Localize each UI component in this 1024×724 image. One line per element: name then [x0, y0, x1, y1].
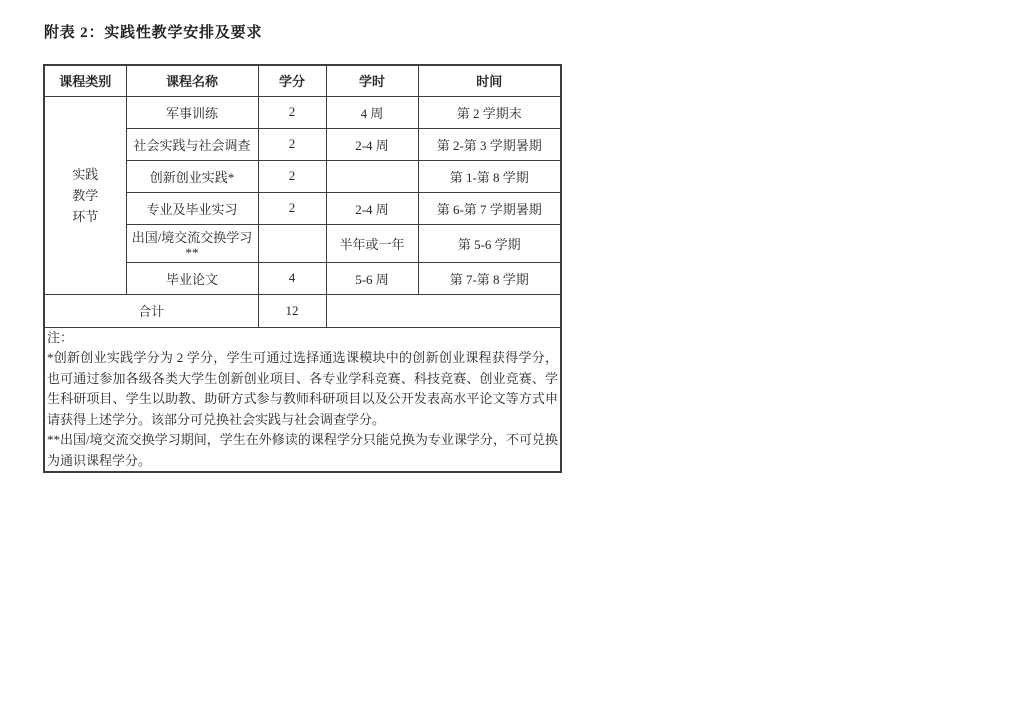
credits-cell: 2	[258, 128, 326, 160]
note-study-abroad: **出国/境交流交换学习期间，学生在外修读的课程学分只能兑换为专业课学分，不可兑换为通识课程学分。	[47, 432, 558, 468]
total-empty-cell	[326, 294, 561, 327]
category-line: 实践	[72, 166, 99, 182]
practical-teaching-table	[43, 64, 562, 473]
total-label-cell: 合计	[44, 294, 258, 327]
header-time: 时间	[418, 65, 561, 96]
time-cell: 第 6-第 7 学期暑期	[418, 192, 561, 224]
course-name-cell: 创新创业实践*	[126, 160, 258, 192]
credits-cell: 2	[258, 192, 326, 224]
credits-cell: 4	[258, 262, 326, 294]
hours-cell: 5-6 周	[326, 262, 418, 294]
credits-cell: 2	[258, 96, 326, 128]
page-title: 附表 2：实践性教学安排及要求	[44, 25, 263, 41]
hours-cell: 2-4 周	[326, 128, 418, 160]
total-credits-cell: 12	[258, 294, 326, 327]
course-name-cell: 社会实践与社会调查	[126, 128, 258, 160]
category-cell	[44, 96, 126, 294]
header-hours: 学时	[326, 65, 418, 96]
course-name-cell: 毕业论文	[126, 262, 258, 294]
course-name-cell: 专业及毕业实习	[126, 192, 258, 224]
header-course-category: 课程类别	[44, 65, 126, 96]
notes-label: 注：	[47, 329, 74, 345]
notes-row	[44, 327, 561, 472]
header-credits: 学分	[258, 65, 326, 96]
table-row	[44, 96, 561, 128]
time-cell: 第 5-6 学期	[418, 224, 561, 262]
hours-cell: 4 周	[326, 96, 418, 128]
total-row	[44, 294, 561, 327]
course-name-cell: 军事训练	[126, 96, 258, 128]
hours-cell	[326, 160, 418, 192]
credits-cell: 2	[258, 160, 326, 192]
time-cell: 第 1-第 8 学期	[418, 160, 561, 192]
note-innovation-practice: *创新创业实践学分为 2 学分，学生可通过选择通选课模块中的创新创业课程获得学分，也可通过参加各级各类大学生创新创业项目、各专业学科竞赛、科技竞赛、创业竞赛、学生科研项目、学生以助教、助研方式参与教师科研项目以及公开发表高水平论文等方式申请获得上述学分。该部分可兑换社会实践与社会调查学分。	[47, 350, 558, 427]
hours-cell: 半年或一年	[326, 224, 418, 262]
notes-cell	[44, 327, 561, 472]
category-line: 教学	[72, 187, 99, 203]
time-cell: 第 2-第 3 学期暑期	[418, 128, 561, 160]
category-line: 环节	[72, 208, 99, 224]
header-course-name: 课程名称	[126, 65, 258, 96]
course-name-footnote-marks: **	[185, 244, 199, 260]
hours-cell: 2-4 周	[326, 192, 418, 224]
course-name-line: 出国/境交流交换学习	[131, 229, 253, 245]
course-name-cell	[126, 224, 258, 262]
time-cell: 第 2 学期末	[418, 96, 561, 128]
credits-cell	[258, 224, 326, 262]
time-cell: 第 7-第 8 学期	[418, 262, 561, 294]
header-row	[44, 65, 561, 96]
